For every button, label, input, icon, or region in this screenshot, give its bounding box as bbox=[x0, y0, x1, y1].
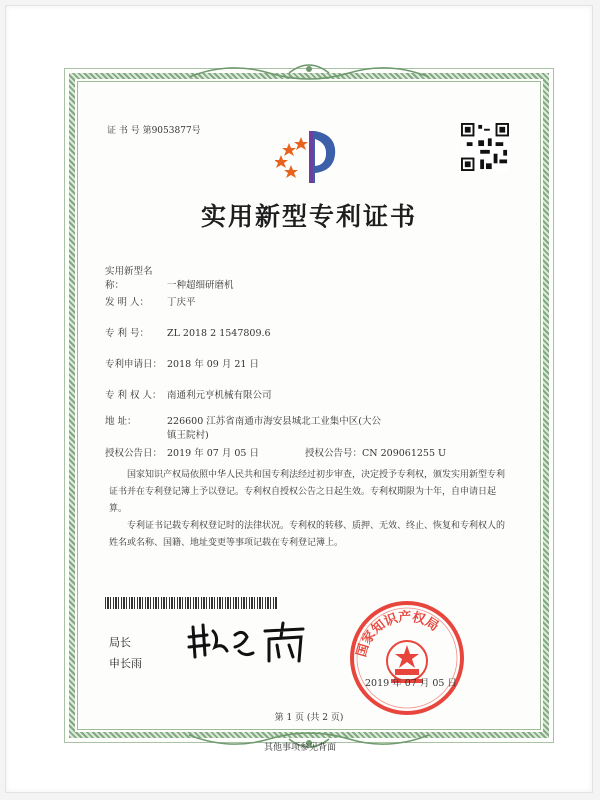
cnipa-logo-icon bbox=[275, 125, 343, 187]
qr-code-icon[interactable] bbox=[461, 123, 509, 171]
field-value: 南通利元亨机械有限公司 bbox=[167, 390, 272, 401]
field-label: 授权公告号： bbox=[305, 448, 363, 459]
field-announce-date bbox=[105, 445, 259, 459]
certificate-number: 证 书 号 第9053877号 bbox=[107, 126, 201, 136]
body-paragraph-1: 国家知识产权局依照中华人民共和国专利法经过初步审查，决定授予专利权，颁发实用新型专利证书并在专利登记簿上予以登记。专利权自授权公告之日起生效。专利权期限为十年，自申请日起算。 bbox=[109, 470, 506, 514]
field-address bbox=[105, 415, 515, 443]
field-label: 发 明 人： bbox=[105, 297, 150, 308]
field-value: 丁庆平 bbox=[167, 297, 196, 308]
body-paragraph-2: 专利证书记载专利权登记时的法律状况。专利权的转移、质押、无效、终止、恢复和专利权人的姓名或名称、国籍、地址变更等事项记载在专利登记簿上。 bbox=[109, 521, 506, 548]
field-value: 2019 年 07 月 05 日 bbox=[167, 448, 259, 459]
field-value: CN 209061255 U bbox=[362, 448, 447, 459]
certificate-frame bbox=[6, 6, 592, 792]
field-value: ZL 2018 2 1547809.6 bbox=[167, 328, 271, 339]
field-value: 2018 年 09 月 21 日 bbox=[167, 359, 259, 370]
official-seal bbox=[347, 599, 467, 717]
certificate-paper bbox=[64, 68, 554, 743]
field-announce-number bbox=[305, 445, 446, 459]
field-patent-number bbox=[105, 325, 271, 339]
field-inventor bbox=[105, 294, 196, 308]
field-label: 专 利 号： bbox=[105, 328, 150, 339]
field-label: 实用新型名称： bbox=[105, 266, 153, 291]
field-label: 授权公告日： bbox=[105, 448, 163, 459]
top-ornament bbox=[65, 59, 553, 81]
field-utility-model-name bbox=[105, 263, 234, 291]
certificate-body bbox=[109, 467, 509, 552]
seal-date: 2019 年 07 月 05 日 bbox=[365, 678, 457, 689]
field-label: 地 址： bbox=[105, 416, 137, 427]
director-signature bbox=[183, 617, 313, 667]
barcode bbox=[105, 597, 277, 609]
field-value: 一种超细研磨机 bbox=[167, 280, 234, 291]
director-name: 申长雨 bbox=[109, 657, 142, 670]
field-application-date bbox=[105, 356, 259, 370]
field-label: 专 利 权 人： bbox=[105, 390, 162, 401]
field-value: 226600 江苏省南通市海安县城北工业集中区(大公镇王院村) bbox=[167, 416, 381, 441]
field-label: 专利申请日： bbox=[105, 359, 163, 370]
seal-text: 国家知识产权局 bbox=[354, 609, 442, 659]
footer-note: 其他事项参见背面 bbox=[263, 743, 336, 753]
field-patentee bbox=[105, 387, 272, 401]
certificate-title: 实用新型专利证书 bbox=[200, 202, 417, 231]
director-title: 局长 bbox=[109, 636, 131, 649]
svg-text:国家知识产权局 bbox=[353, 609, 441, 659]
page-number: 第 1 页 (共 2 页) bbox=[274, 713, 344, 723]
